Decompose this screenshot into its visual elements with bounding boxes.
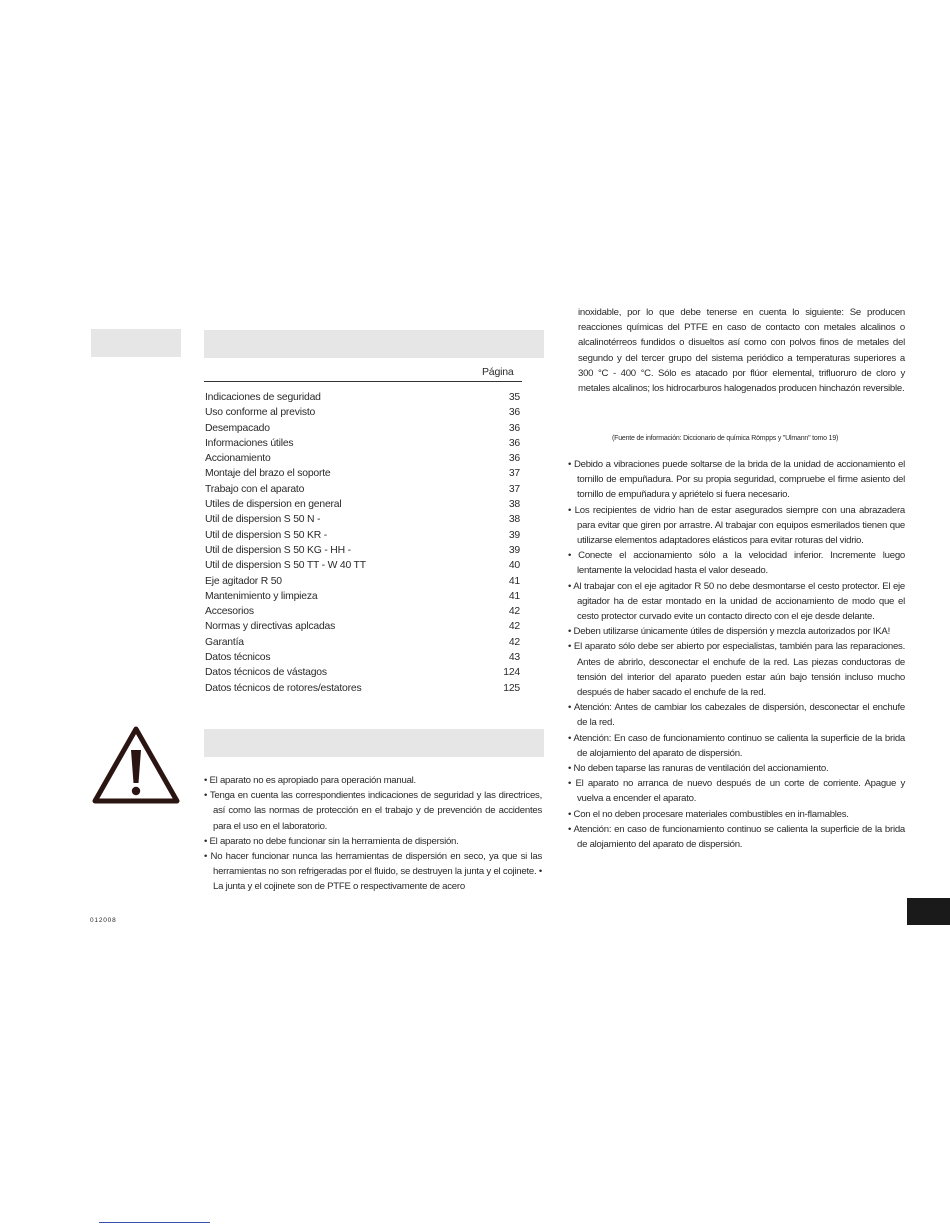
- toc-entry: [205, 574, 520, 589]
- toc-entry: [205, 466, 520, 481]
- safety-continuation-text: inoxidable, por lo que debe tenerse en cuenta lo siguiente: Se producen reacciones químicas del PTFE en caso de contacto con metales alcalinos o alcalinotérreos fundidos o disueltos así como con polvos finos de metales del segundo y del tercer grupo del sistema periódico a temperaturas superiores a 300 °C - 400 °C. Sólo es atacado por flúor elemental, trifluoruro de cloro y metales alcalinos; los hidrocarburos halogenados producen hinchazón reversible.: [578, 307, 905, 395]
- toc-entry-page: 41: [508, 575, 520, 587]
- toc-entry-page: 40: [508, 560, 520, 572]
- toc-entry: [205, 665, 520, 680]
- toc-entry-title: Util de dispersion S 50 KG - HH -: [205, 544, 351, 556]
- source-note: (Fuente de información: Diccionario de química Römpps y "Ulmann" tomo 19): [612, 435, 839, 442]
- toc-entry: [205, 604, 520, 619]
- toc-entry-page: 39: [508, 529, 520, 541]
- toc-entry-page: 42: [508, 606, 520, 618]
- toc-entry-title: Datos técnicos de vástagos: [205, 667, 327, 679]
- safety-heading-bar: [204, 729, 544, 757]
- toc-entry-page: 41: [508, 590, 520, 602]
- safety-bullet: • El aparato no arranca de nuevo después de un corte de corriente. Apague y vuelva a encender el aparato.: [568, 778, 905, 805]
- toc-entry-title: Util de dispersion S 50 KR -: [205, 529, 328, 541]
- toc-entry-title: Uso conforme al previsto: [205, 407, 316, 419]
- safety-bullet: • No deben taparse las ranuras de ventilación del accionamiento.: [568, 763, 829, 775]
- safety-bullet: • El aparato sólo debe ser abierto por especialistas, también para las reparaciones. Antes de abrirlo, desconectar el enchufe de la red. Las piezas conductoras de tensión del interior del aparato pueden estar aún bajo tensión incluso mucho después de haber sacado el enchufe de la red.: [568, 641, 905, 699]
- toc-entry: [205, 405, 520, 420]
- safety-bullet: • Al trabajar con el eje agitador R 50 no debe desmontarse el cesto protector. El eje agitador ha de estar montado en la unidad de accionamiento de modo que el cesto protector curvado evite un contacto directo con el eje desde delante.: [568, 580, 905, 623]
- toc-entry: [205, 436, 520, 451]
- document-code: 012008: [90, 917, 117, 924]
- safety-bullet: • Los recipientes de vidrio han de estar asegurados siempre con una abrazadera para evitar que giren por arrastre. Al trabajar con equipos esmerilados tienen que utilizarse elementos adaptadores elásticos para evitar roturas del vidrio.: [568, 504, 905, 547]
- toc-page-column-label: Página: [482, 366, 514, 378]
- toc-entry-page: 38: [508, 499, 520, 511]
- toc-entry-title: Informaciones útiles: [205, 437, 294, 449]
- toc-entry-page: 38: [508, 514, 520, 526]
- toc-entry-page: 124: [503, 667, 520, 679]
- bottom-rule: [99, 1222, 210, 1223]
- toc-entry-page: 125: [503, 682, 520, 694]
- toc-entry: [205, 558, 520, 573]
- toc-entry-title: Datos técnicos: [205, 652, 271, 664]
- toc-entry-title: Garantía: [205, 636, 244, 648]
- safety-bullet: • Conecte el accionamiento sólo a la velocidad inferior. Incremente luego lentamente la velocidad hasta el valor deseado.: [568, 550, 905, 577]
- toc-entry-title: Normas y directivas aplcadas: [205, 621, 336, 633]
- safety-bullet: • Debido a vibraciones puede soltarse de la brida de la unidad de accionamiento el tornillo de empuñadura. Por su propia seguridad, compruebe el firme asiento del tornillo de empuñadura y apriételo si fuera necesario.: [568, 459, 905, 501]
- toc-heading-bar: [204, 330, 544, 358]
- toc-entry-page: 36: [508, 453, 520, 465]
- toc-entry-page: 37: [508, 468, 520, 480]
- safety-bullet: • Tenga en cuenta las correspondientes indicaciones de seguridad y las directrices, así como las normas de protección en el trabajo y de prevención de accidentes para el uso en el laboratorio.: [204, 790, 542, 832]
- toc-entry-page: 36: [508, 407, 520, 419]
- toc-entry: [205, 512, 520, 527]
- table-of-contents: [205, 390, 520, 696]
- toc-entry-page: 42: [508, 621, 520, 633]
- toc-entry-title: Mantenimiento y limpieza: [205, 590, 318, 602]
- toc-entry-title: Eje agitador R 50: [205, 575, 282, 587]
- safety-bullet: • No hacer funcionar nunca las herramientas de dispersión en seco, ya que si las herramientas no son refrigeradas por el fluido, se destruyen la junta y el cojinete. • La junta y el cojinete son de PTFE o respectivamente de acero: [204, 851, 542, 893]
- toc-entry-page: 36: [508, 422, 520, 434]
- toc-entry-page: 43: [508, 652, 520, 664]
- toc-entry-title: Indicaciones de seguridad: [205, 392, 321, 403]
- language-thumb-tab: [907, 898, 950, 925]
- toc-entry-title: Accionamiento: [205, 453, 271, 465]
- toc-entry-title: Trabajo con el aparato: [205, 483, 305, 495]
- toc-entry-page: 39: [508, 544, 520, 556]
- safety-bullet: • Deben utilizarse únicamente útiles de dispersión y mezcla autorizados por IKA!: [568, 626, 890, 638]
- toc-entry: [205, 528, 520, 543]
- toc-entry-page: 37: [508, 483, 520, 495]
- toc-entry-title: Util de dispersion S 50 TT - W 40 TT: [205, 560, 366, 572]
- safety-list-right: [568, 457, 905, 852]
- toc-entry-title: Util de dispersion S 50 N -: [205, 514, 321, 526]
- toc-entry-page: 42: [508, 636, 520, 648]
- toc-entry: [205, 650, 520, 665]
- toc-entry-title: Montaje del brazo el soporte: [205, 468, 331, 480]
- safety-bullet: • Atención: En caso de funcionamiento continuo se calienta la superficie de la brida de alojamiento del aparato de dispersión.: [568, 732, 905, 759]
- toc-entry: [205, 635, 520, 650]
- safety-bullet: • El aparato no debe funcionar sin la herramienta de dispersión.: [204, 835, 459, 847]
- safety-bullet: • Con el no deben procesare materiales combustibles en in-flamables.: [568, 808, 849, 820]
- toc-entry: [205, 482, 520, 497]
- toc-entry: [205, 543, 520, 558]
- toc-entry-page: 36: [508, 437, 520, 449]
- toc-entry-title: Accesorios: [205, 606, 254, 618]
- toc-entry-title: Datos técnicos de rotores/estatores: [205, 682, 362, 694]
- language-label-box: [91, 329, 181, 357]
- toc-divider: [204, 381, 522, 382]
- toc-entry-title: Utiles de dispersion en general: [205, 499, 342, 511]
- toc-entry: [205, 451, 520, 466]
- safety-bullet: • Atención: Antes de cambiar los cabezales de dispersión, desconectar el enchufe de la red.: [568, 702, 905, 729]
- safety-bullet: • Atención: en caso de funcionamiento continuo se calienta la superficie de la brida de alojamiento del aparato de dispersión.: [568, 823, 905, 851]
- toc-entry: [205, 421, 520, 436]
- toc-entry: [205, 497, 520, 512]
- warning-triangle-icon: [92, 726, 180, 804]
- safety-bullet: • El aparato no es apropiado para operación manual.: [204, 775, 416, 786]
- toc-entry-page: 35: [508, 392, 520, 403]
- toc-entry: [205, 589, 520, 604]
- toc-entry: [205, 390, 520, 405]
- toc-entry: [205, 681, 520, 696]
- safety-list-left: [204, 773, 542, 895]
- toc-entry: [205, 619, 520, 634]
- toc-entry-title: Desempacado: [205, 422, 270, 434]
